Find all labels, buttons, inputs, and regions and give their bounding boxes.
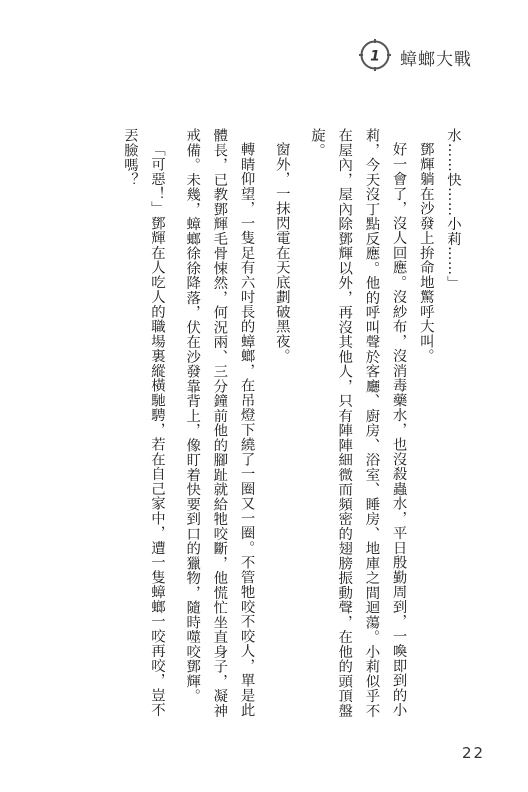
paragraph: 轉睛仰望，一隻足有六吋長的蟑螂，在吊燈下繞了一圈又一圈。不管牠咬不咬人，單是此體長，已教鄧輝毛骨悚然，何況兩、三分鐘前他的腳趾就給牠咬斷，他慌忙坐直身子，凝神戒備。未幾，蟑螂徐徐降落，伏在沙發靠背上，像盯着快要到口的獵物，隨時噬咬鄧輝。 <box>184 128 255 718</box>
chapter-title: 蟑螂大戰 <box>400 50 472 70</box>
paragraph: 「可惡！」鄧輝在人吃人的職場裏縱橫馳騁，若在自己家中，遭一隻蟑螂一咬再咬，豈不丟臉嗎？ <box>121 128 165 718</box>
paragraph: 鄧輝躺在沙發上拚命地驚呼大叫。 <box>417 142 434 364</box>
chapter-header <box>358 36 498 76</box>
chapter-badge-icon <box>358 38 392 72</box>
paragraph: 水……快……小莉……」 <box>445 128 461 291</box>
paragraph: 窗外，一抹閃電在天底劃破黑夜。 <box>273 142 290 364</box>
body-text <box>116 128 466 728</box>
page-number: 22 <box>462 744 486 762</box>
paragraph: 好一會了，沒人回應。沒紗布，沒消毒藥水，也沒殺蟲水，平日殷勤周到，一喚即到的小莉，今天沒丁點反應。他的呼叫聲於客廳、廚房、浴室、睡房、地庫之間迴蕩。小莉似乎不在屋內，屋內除鄧輝以外，再沒其他人，只有陣陣細微而頻密的翅膀振動聲，在他的頭頂盤旋。 <box>308 128 407 718</box>
chapter-number: 1 <box>370 48 380 65</box>
